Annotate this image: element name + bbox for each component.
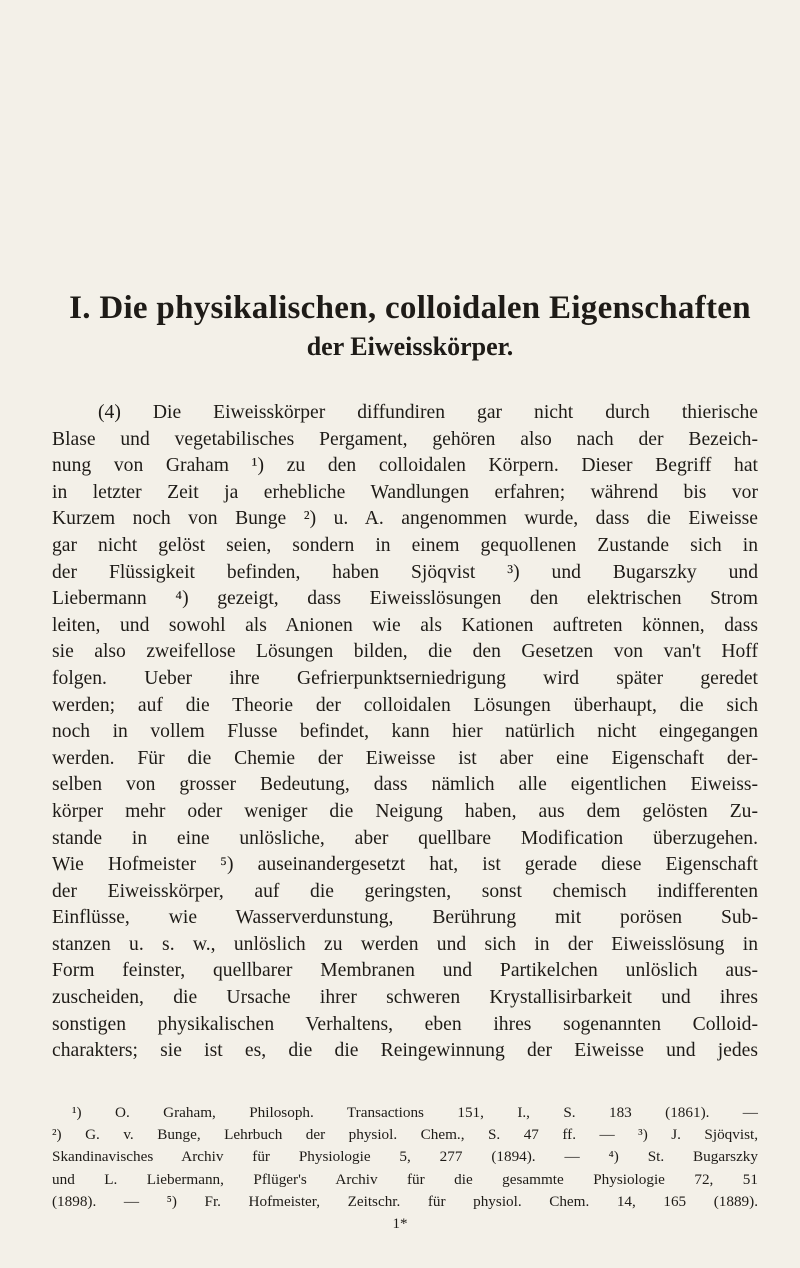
text-line: Einflüsse, wie Wasserverdunstung, Berührung mit porösen Sub- bbox=[52, 907, 758, 929]
text-line: werden; auf die Theorie der colloidalen Lösungen überhaupt, die sich bbox=[52, 694, 758, 716]
text-line: Liebermann ⁴) gezeigt, dass Eiweisslösungen den elektrischen Strom bbox=[52, 588, 758, 610]
chapter-title: I. Die physikalischen, colloidalen Eigenschaften bbox=[69, 290, 751, 326]
body-paragraph bbox=[52, 400, 758, 1065]
footnote-line: ¹) O. Graham, Philosoph. Transactions 151, I., S. 183 (1861). — bbox=[72, 1104, 758, 1121]
text-line: gar nicht gelöst seien, sondern in einem gequollenen Zustande sich in bbox=[52, 534, 758, 556]
footnotes bbox=[52, 1102, 758, 1213]
text-line: Wie Hofmeister ⁵) auseinandergesetzt hat, ist gerade diese Eigenschaft bbox=[52, 854, 758, 876]
text-line: nung von Graham ¹) zu den colloidalen Körpern. Dieser Begriff hat bbox=[52, 455, 758, 477]
text-line: stanzen u. s. w., unlöslich zu werden und sich in der Eiweisslösung in bbox=[52, 933, 758, 955]
chapter-subtitle: der Eiweisskörper. bbox=[306, 332, 514, 361]
text-line: noch in vollem Flusse befindet, kann hier natürlich nicht eingegangen bbox=[52, 721, 758, 743]
footnote-line: (1898). — ⁵) Fr. Hofmeister, Zeitschr. für physiol. Chem. 14, 165 (1889). bbox=[52, 1192, 758, 1210]
text-line: (4) Die Eiweisskörper diffundiren gar nicht durch thierische bbox=[98, 402, 758, 423]
text-line: in letzter Zeit ja erhebliche Wandlungen erfahren; während bis vor bbox=[52, 481, 758, 503]
text-line: folgen. Ueber ihre Gefrierpunktserniedrigung wird später geredet bbox=[52, 667, 758, 689]
text-line: körper mehr oder weniger die Neigung haben, aus dem gelösten Zu- bbox=[52, 800, 758, 822]
text-line: Blase und vegetabilisches Pergament, gehören also nach der Bezeich- bbox=[52, 428, 758, 450]
text-line: sonstigen physikalischen Verhaltens, eben ihres sogenannten Colloid- bbox=[52, 1013, 758, 1035]
text-line: stande in eine unlösliche, aber quellbare Modification überzugehen. bbox=[52, 827, 758, 849]
text-line: sie also zweifellose Lösungen bilden, die den Gesetzen von van't Hoff bbox=[52, 641, 758, 663]
text-line: Kurzem noch von Bunge ²) u. A. angenommen wurde, dass die Eiweisse bbox=[52, 508, 758, 530]
text-line: charakters; sie ist es, die die Reingewinnung der Eiweisse und jedes bbox=[52, 1040, 758, 1062]
text-line: werden. Für die Chemie der Eiweisse ist aber eine Eigenschaft der- bbox=[52, 747, 758, 769]
signature-mark: 1* bbox=[392, 1216, 408, 1232]
text-line: selben von grosser Bedeutung, dass nämlich alle eigentlichen Eiweiss- bbox=[52, 774, 758, 796]
text-line: der Flüssigkeit befinden, haben Sjöqvist ³) und Bugarszky und bbox=[52, 561, 758, 583]
footnote-line: Skandinavisches Archiv für Physiologie 5, 277 (1894). — ⁴) St. Bugarszky bbox=[52, 1148, 758, 1166]
text-line: der Eiweisskörper, auf die geringsten, sonst chemisch indifferenten bbox=[52, 880, 758, 902]
text-line: leiten, und sowohl als Anionen wie als Kationen auftreten können, dass bbox=[52, 614, 758, 636]
footnote-line: ²) G. v. Bunge, Lehrbuch der physiol. Chem., S. 47 ff. — ³) J. Sjöqvist, bbox=[52, 1126, 758, 1144]
text-line: Form feinster, quellbarer Membranen und Partikelchen unlöslich aus- bbox=[52, 960, 758, 982]
footnote-line: und L. Liebermann, Pflüger's Archiv für die gesammte Physiologie 72, 51 bbox=[52, 1170, 758, 1188]
text-line: zuscheiden, die Ursache ihrer schweren Krystallisirbarkeit und ihres bbox=[52, 987, 758, 1009]
